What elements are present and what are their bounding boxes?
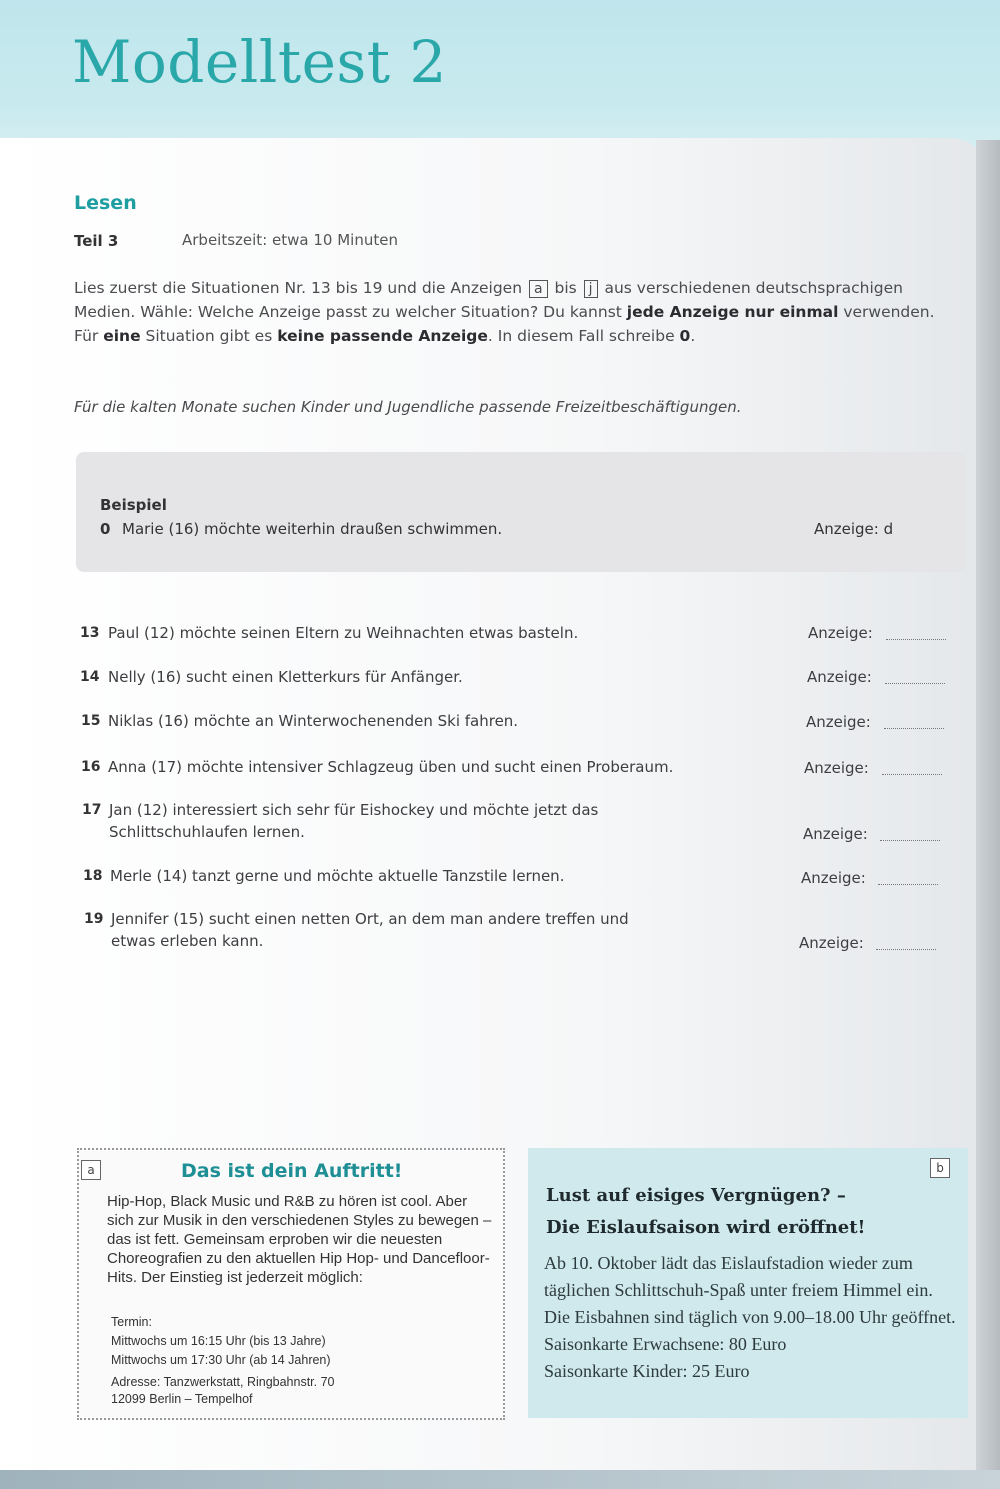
answer-label: Anzeige: — [807, 668, 872, 686]
page-edge — [976, 140, 1000, 1489]
item-number: 17 — [82, 802, 102, 818]
time-label: Arbeitszeit: etwa 10 Minuten — [182, 231, 398, 249]
answer-label: Anzeige: — [806, 713, 871, 731]
item-number: 16 — [81, 759, 101, 775]
part-label: Teil 3 — [74, 232, 119, 250]
instructions-text: Lies zuerst die Situationen Nr. 13 bis 19 und die Anzeigen — [74, 279, 527, 297]
instructions-bold: keine passende Anzeige — [277, 327, 488, 345]
instructions-text: verwenden. Für — [74, 303, 935, 345]
instructions-text: . — [690, 327, 696, 345]
instructions-bold: eine — [103, 327, 141, 345]
answer-blank[interactable] — [886, 638, 946, 640]
answer-label: Anzeige: — [803, 825, 868, 843]
page-bottom-edge — [0, 1470, 1000, 1489]
answer-label: Anzeige: — [808, 624, 873, 642]
item-text: Jan (12) interessiert sich sehr für Eishockey und möchte jetzt das Schlittschuhlaufen lernen. — [109, 801, 599, 841]
ad-letter-b: b — [930, 1158, 950, 1178]
answer-blank[interactable] — [884, 727, 944, 729]
answer-blank[interactable] — [878, 883, 938, 885]
answer-blank[interactable] — [876, 948, 936, 950]
ad-a-address-2: 12099 Berlin – Tempelhof — [111, 1392, 253, 1406]
ad-a-termin-label: Termin: — [111, 1315, 152, 1329]
item-number: 14 — [80, 669, 100, 685]
instructions-bold: jede Anzeige nur einmal — [626, 303, 839, 321]
item-number: 15 — [81, 713, 101, 729]
ad-b-price-adult: Saisonkarte Erwachsene: 80 Euro — [544, 1334, 787, 1354]
ad-b-title-line-1: Lust auf eisiges Vergnügen? – — [546, 1185, 846, 1206]
instructions-bold: 0 — [679, 327, 691, 345]
ad-a-title: Das ist dein Auftritt! — [181, 1160, 403, 1182]
ad-b-title — [546, 1180, 946, 1244]
answer-label: Anzeige: — [804, 759, 869, 777]
item-text: Anna (17) möchte intensiver Schlagzeug üben und sucht einen Proberaum. — [108, 758, 674, 776]
context-subtitle: Für die kalten Monate suchen Kinder und Jugendliche passende Freizeitbeschäftigungen. — [74, 398, 742, 416]
ad-a — [77, 1148, 505, 1420]
instructions-text: . In diesem Fall schreibe — [487, 327, 680, 345]
instructions-text: aus verschiedenen deutschsprachigen Medien. Wähle: Welche Anzeige passt zu welcher Situation? Du kannst — [74, 279, 903, 321]
ad-a-termin-1: Mittwochs um 16:15 Uhr (bis 13 Jahre) — [111, 1334, 326, 1348]
ad-b-body-text: Ab 10. Oktober lädt das Eislaufstadion wieder zum täglichen Schlittschuh-Spaß unter freiem Himmel ein. Die Eisbahnen sind täglich von 9.00–18.00 Uhr geöffnet. — [544, 1253, 956, 1327]
ad-b-title-line-2: Die Eislaufsaison wird eröffnet! — [546, 1217, 866, 1238]
answer-label: Anzeige: — [799, 934, 864, 952]
answer-blank[interactable] — [880, 839, 940, 841]
ad-b-body — [544, 1250, 959, 1385]
item-text: Paul (12) möchte seinen Eltern zu Weihnachten etwas basteln. — [108, 624, 579, 642]
item-text: Merle (14) tanzt gerne und möchte aktuelle Tanzstile lernen. — [110, 867, 565, 885]
section-title: Lesen — [74, 192, 137, 214]
item-number: 18 — [83, 868, 103, 884]
item-number: 19 — [84, 911, 104, 927]
answer-blank[interactable] — [885, 682, 945, 684]
example-heading: Beispiel — [100, 496, 167, 514]
ad-letter-j-box: j — [584, 280, 598, 298]
instructions — [74, 276, 954, 348]
instructions-text: Situation gibt es — [140, 327, 278, 345]
answer-blank[interactable] — [882, 773, 942, 775]
item-text: Niklas (16) möchte an Winterwochenenden Ski fahren. — [108, 712, 519, 730]
item-number: 13 — [80, 625, 100, 641]
answer-label: Anzeige: — [801, 869, 866, 887]
example-text: Marie (16) möchte weiterhin draußen schwimmen. — [122, 520, 503, 538]
ad-a-address-1: Adresse: Tanzwerkstatt, Ringbahnstr. 70 — [111, 1375, 335, 1389]
page-header — [0, 0, 1000, 150]
ad-letter-a-box: a — [529, 280, 548, 298]
ad-b-price-child: Saisonkarte Kinder: 25 Euro — [544, 1361, 750, 1381]
ad-letter-a: a — [81, 1160, 101, 1180]
example-answer: Anzeige: d — [814, 520, 894, 538]
ad-b — [528, 1148, 968, 1418]
instructions-text: bis — [549, 279, 582, 297]
item-text: Nelly (16) sucht einen Kletterkurs für Anfänger. — [108, 668, 463, 686]
item-text: Jennifer (15) sucht einen netten Ort, an dem man andere treffen und etwas erleben kann. — [111, 910, 629, 950]
example-number: 0 — [100, 520, 111, 538]
example-box — [76, 452, 966, 572]
ad-a-body: Hip-Hop, Black Music und R&B zu hören ist cool. Aber sich zur Musik in den verschiedenen Styles zu bewegen – das ist fett. Gemeinsam erproben wir die neuesten Choreografien zu den aktuellen Hip Hop- und Dancefloor-Hits. Der Einstieg ist jederzeit möglich: — [107, 1193, 492, 1286]
ad-a-termin-2: Mittwochs um 17:30 Uhr (ab 14 Jahren) — [111, 1353, 331, 1367]
page-title: Modelltest 2 — [72, 28, 447, 96]
